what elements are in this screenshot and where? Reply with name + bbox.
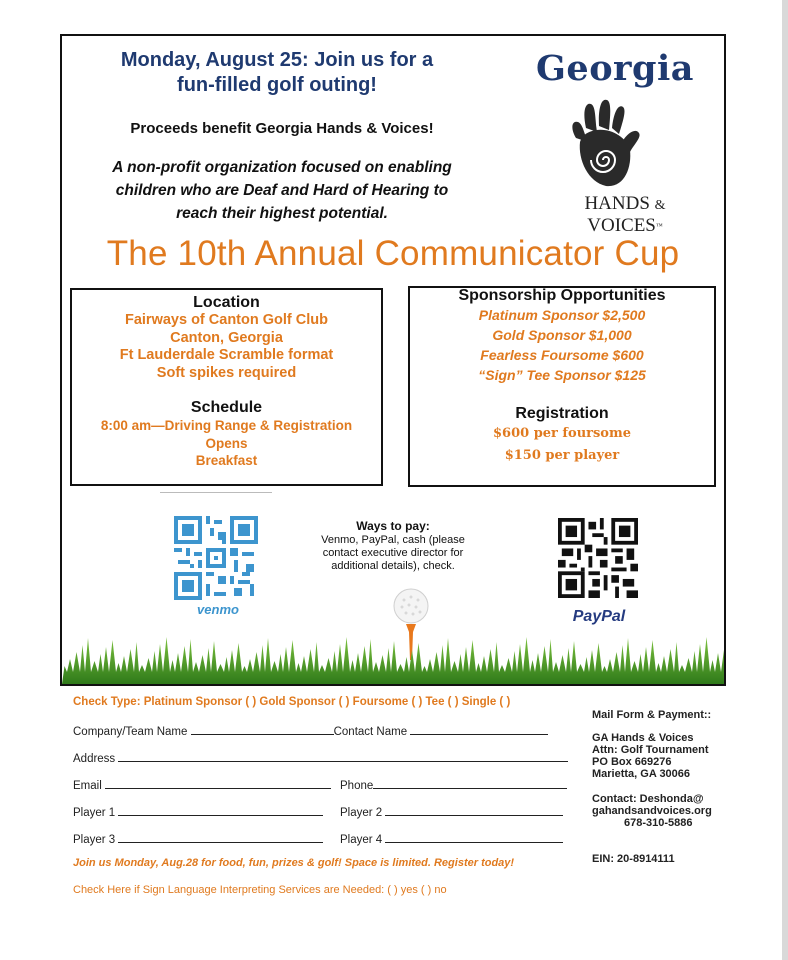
proceeds-text: Proceeds benefit Georgia Hands & Voices! <box>130 120 434 137</box>
paypal-qr-code[interactable] <box>558 518 638 598</box>
location-heading: Location <box>193 294 260 311</box>
address-field[interactable] <box>118 750 568 762</box>
mail-contact <box>592 793 712 829</box>
player4-field[interactable] <box>385 831 563 843</box>
check-option-foursome[interactable]: Foursome ( ) <box>352 696 423 708</box>
location-line: Ft Lauderdale Scramble format <box>119 347 334 363</box>
sponsorship-registration-box <box>408 286 716 487</box>
mail-address-line: Attn: Golf Tournament <box>592 744 709 756</box>
address-row <box>73 750 568 765</box>
logo-title: Georgia <box>536 48 694 89</box>
player1-field[interactable] <box>118 804 323 816</box>
registration-line: $150 per player <box>504 448 620 463</box>
handprint-icon <box>566 98 646 192</box>
phone-label: Phone <box>340 780 374 792</box>
player3-field[interactable] <box>118 831 323 843</box>
email-row <box>73 777 331 792</box>
player1-label: Player 1 <box>73 807 116 819</box>
contact-line-2[interactable]: gahandsandvoices.org <box>592 805 712 817</box>
sponsor-item: Platinum Sponsor $2,500 <box>478 307 646 323</box>
player3-row <box>73 831 323 846</box>
venmo-qr-code[interactable] <box>174 516 258 600</box>
registration-heading: Registration <box>515 405 609 422</box>
player1-row <box>73 804 323 819</box>
email-label: Email <box>73 780 102 792</box>
ways-to-pay-details <box>308 534 478 573</box>
schedule-line: Breakfast <box>195 453 258 468</box>
location-line: Fairways of Canton Golf Club <box>124 312 328 328</box>
join-note-text: Join us Monday, Aug.28 for food, fun, prizes & golf! Space is limited. Register today! <box>73 857 515 869</box>
location-line: Canton, Georgia <box>170 329 283 346</box>
asl-note-text[interactable]: Check Here if Sign Language Interpreting Services are Needed: ( ) yes ( ) no <box>73 884 447 896</box>
mission-line-3: reach their highest potential. <box>176 205 388 222</box>
player4-row <box>340 831 563 846</box>
headline-line-1: Monday, August 25: Join us for a <box>120 49 434 71</box>
logo-word-hands: HANDS <box>584 193 650 214</box>
headline-line-2: fun-filled golf outing! <box>177 74 377 96</box>
player2-field[interactable] <box>385 804 563 816</box>
logo-wordmark <box>560 194 690 236</box>
grass-border <box>62 632 724 684</box>
pay-line-2: contact executive director for <box>322 547 464 559</box>
mail-address-line: GA Hands & Voices <box>592 732 694 744</box>
check-option-single[interactable]: Single ( ) <box>461 696 511 708</box>
schedule-heading: Schedule <box>190 399 263 416</box>
event-title: The 10th Annual Communicator Cup <box>106 234 680 273</box>
registration-line: $600 per foursome <box>492 426 632 441</box>
contact-field[interactable] <box>410 723 548 735</box>
address-label: Address <box>73 753 116 765</box>
mail-address-line: Marietta, GA 30066 <box>592 768 691 780</box>
check-type-label: Check Type: <box>73 696 141 708</box>
company-label: Company/Team Name <box>73 726 188 738</box>
mail-address <box>592 732 709 780</box>
join-note <box>73 857 514 869</box>
divider <box>160 492 272 493</box>
mail-address-line: PO Box 669276 <box>592 756 672 768</box>
mission-statement <box>72 156 492 225</box>
company-field[interactable] <box>191 723 334 735</box>
schedule-line: 8:00 am—Driving Range & Registration <box>100 418 353 433</box>
schedule-line: Opens <box>205 435 248 451</box>
sponsorship-heading: Sponsorship Opportunities <box>458 287 666 304</box>
georgia-hands-voices-logo <box>520 44 710 240</box>
mission-line-2: children who are Deaf and Hard of Hearing to <box>115 182 449 199</box>
logo-ampersand: & <box>654 198 666 213</box>
contact-phone: 678-310-5886 <box>624 817 693 829</box>
venmo-label: venmo <box>197 602 239 617</box>
paypal-label: PayPal <box>572 608 626 625</box>
phone-row <box>340 777 567 792</box>
check-option-tee[interactable]: Tee ( ) <box>425 696 459 708</box>
player3-label: Player 3 <box>73 834 116 846</box>
check-type-row <box>73 696 510 708</box>
asl-row[interactable] <box>73 884 447 896</box>
location-line: Soft spikes required <box>156 364 297 381</box>
check-option-platinum[interactable]: Platinum Sponsor ( ) <box>143 696 257 708</box>
page-edge-shadow <box>782 0 788 960</box>
pay-line-3: additional details), check. <box>331 560 455 572</box>
logo-trademark: ™ <box>655 222 663 230</box>
event-headline <box>92 48 462 98</box>
ways-to-pay-title: Ways to pay: <box>356 519 430 533</box>
ein-number: EIN: 20-8914111 <box>592 853 675 865</box>
logo-word-voices: VOICES <box>587 215 656 236</box>
player4-label: Player 4 <box>340 834 383 846</box>
contact-label: Contact Name <box>333 726 408 738</box>
phone-field[interactable] <box>373 777 567 789</box>
sponsor-item: “Sign” Tee Sponsor $125 <box>478 367 646 383</box>
company-row <box>73 723 548 738</box>
flyer-frame <box>60 34 726 686</box>
email-field[interactable] <box>105 777 331 789</box>
location-schedule-box <box>70 288 383 486</box>
contact-line-1: Contact: Deshonda@ <box>592 793 704 805</box>
mail-heading: Mail Form & Payment:: <box>592 709 712 721</box>
player2-row <box>340 804 563 819</box>
mission-line-1: A non-profit organization focused on enabling <box>112 159 452 176</box>
sponsor-item: Gold Sponsor $1,000 <box>492 327 632 343</box>
pay-line-1: Venmo, PayPal, cash (please <box>321 534 465 546</box>
player2-label: Player 2 <box>340 807 383 819</box>
check-option-gold[interactable]: Gold Sponsor ( ) <box>259 696 350 708</box>
sponsor-item: Fearless Foursome $600 <box>480 347 644 363</box>
